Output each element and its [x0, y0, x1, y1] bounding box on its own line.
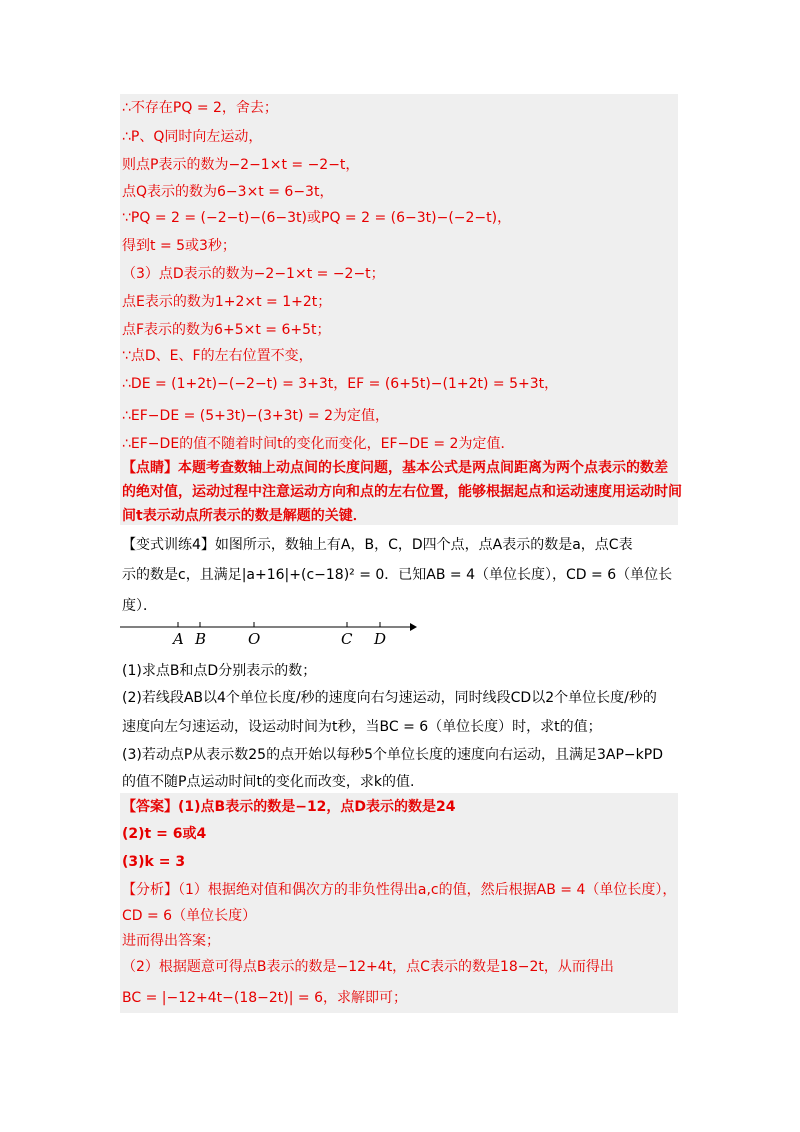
solution-line-13: ∴EF−DE的值不随着时间t的变化而变化，EF−DE = 2为定值．	[122, 436, 515, 452]
solution-line-3: 则点P表示的数为−2−1×t = −2−t，	[122, 157, 360, 173]
question-2b: 速度向左匀速运动，设运动时间为t秒，当BC = 6（单位长度）时，求t的值；	[122, 719, 602, 735]
solution-line-9: 点F表示的数为6+5×t = 6+5t；	[122, 322, 331, 338]
question-1: (1)求点B和点D分别表示的数；	[122, 663, 317, 679]
solution-line-8: 点E表示的数为1+2×t = 1+2t；	[122, 294, 332, 310]
answer-line-1: 【答案】(1)点B表示的数是−12，点D表示的数是24	[122, 799, 456, 815]
analysis-line-1: 【分析】（1）根据绝对值和偶次方的非负性得出a,c的值，然后根据AB = 4（单位长度），	[122, 882, 677, 898]
point-label-b: B	[195, 630, 207, 648]
analysis-line-3: 进而得出答案；	[122, 933, 220, 949]
solution-line-10: ∵点D、E、F的左右位置不变，	[122, 348, 313, 364]
solution-line-7: （3）点D表示的数为−2−1×t = −2−t；	[122, 266, 385, 282]
solution-line-11: ∴DE = (1+2t)−(−2−t) = 3+3t，EF = (6+5t)−(1+2t) = 5+3t，	[122, 376, 559, 392]
question-3a: (3)若动点P从表示数25的点开始以每秒5个单位长度的速度向右运动，且满足3AP−kPD	[122, 747, 663, 763]
question-2a: (2)若线段AB以4个单位长度/秒的速度向右匀速运动，同时线段CD以2个单位长度/秒的	[122, 690, 657, 706]
analysis-line-2: CD = 6（单位长度）	[122, 908, 257, 924]
comment-line-3: 间t表示动点所表示的数是解题的关键．	[122, 508, 367, 524]
solution-line-1: ∴不存在PQ = 2，舍去；	[122, 100, 278, 116]
number-line	[118, 618, 418, 650]
analysis-line-4: （2）根据题意可得点B表示的数是−12+4t，点C表示的数是18−2t，从而得出	[122, 959, 614, 975]
solution-line-5: ∵PQ = 2 = (−2−t)−(6−3t)或PQ = 2 = (6−3t)−(−2−t)，	[122, 210, 512, 226]
question-3b: 的值不随P点运动时间t的变化而改变，求k的值.	[122, 774, 415, 790]
problem-line-1: 【变式训练4】如图所示，数轴上有A，B，C，D四个点，点A表示的数是a，点C表	[122, 537, 633, 553]
solution-line-12: ∴EF−DE = (5+3t)−(3+3t) = 2为定值，	[122, 408, 389, 424]
point-label-o: O	[248, 630, 261, 648]
number-line-arrow	[410, 623, 417, 631]
answer-line-2: (2)t = 6或4	[122, 826, 207, 842]
answer-line-3: (3)k = 3	[122, 854, 186, 870]
analysis-line-5: BC = |−12+4t−(18−2t)| = 6，求解即可；	[122, 990, 408, 1006]
solution-line-2: ∴P、Q同时向左运动，	[122, 129, 263, 145]
comment-line-1: 【点睛】本题考查数轴上动点间的长度问题，基本公式是两点间距离为两个点表示的数差	[122, 460, 668, 476]
solution-line-6: 得到t = 5或3秒；	[122, 238, 236, 254]
solution-line-4: 点Q表示的数为6−3×t = 6−3t，	[122, 184, 334, 200]
point-label-a: A	[173, 630, 184, 648]
point-label-d: D	[374, 630, 387, 648]
comment-line-2: 的绝对值，运动过程中注意运动方向和点的左右位置，能够根据起点和运动速度用运动时间	[122, 484, 682, 500]
problem-line-3: 度）．	[122, 598, 157, 614]
problem-line-2: 示的数是c，且满足|a+16|+(c−18)² = 0．已知AB = 4（单位长度），CD = 6（单位长	[122, 567, 673, 583]
point-label-c: C	[341, 630, 353, 648]
